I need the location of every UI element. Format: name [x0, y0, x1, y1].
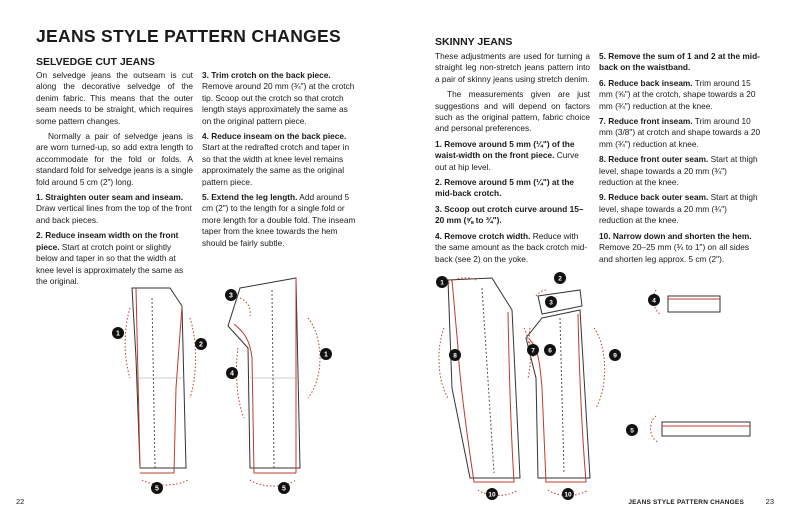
step-7: 7. Reduce front inseam. Trim around 10 mm (3/8") at crotch and shape towards a 20 mm (¾") reduction at knee. — [599, 116, 761, 149]
intro-paragraph: On selvedge jeans the outseam is cut along the decorative selvedge of the denim fabric. This means that the outer seam needs to be straight, which requires some pattern changes. — [36, 70, 193, 126]
svg-text:5: 5 — [155, 485, 159, 493]
svg-text:4: 4 — [230, 370, 234, 378]
marker-7 — [527, 344, 539, 356]
marker-1 — [436, 276, 448, 288]
page-number-left: 22 — [16, 497, 25, 506]
svg-text:1: 1 — [324, 351, 328, 359]
step-1: 1. Remove around 5 mm (¼") of the waist-width on the front piece. Curve out at hip level. — [435, 138, 579, 172]
svg-text:8: 8 — [453, 352, 457, 360]
marker-2 — [195, 338, 207, 350]
svg-text:7: 7 — [531, 347, 535, 355]
front-grainline — [482, 288, 494, 473]
back-yoke-outline — [538, 290, 582, 314]
marker-10b — [562, 488, 574, 500]
svg-text:10: 10 — [564, 491, 572, 499]
selvedge-pattern-diagram — [100, 268, 360, 498]
page-number-right: 23 — [765, 497, 774, 506]
arc-9 — [594, 328, 605, 408]
back-grainline — [272, 290, 274, 468]
svg-text:3: 3 — [549, 299, 553, 307]
intro-paragraph: Normally a pair of selvedge jeans is are worn turned-up, so add extra length to accommodate for the fold or folds. A standard fold for selvedge jeans is a single fold around 5 cm (2") long. — [36, 131, 193, 187]
marker-5 — [626, 424, 638, 436]
marker-2 — [554, 272, 566, 284]
arc-5 — [651, 416, 658, 442]
front-grainline — [152, 298, 155, 468]
arc-1b — [308, 318, 320, 398]
marker-3 — [225, 289, 237, 301]
section-heading-skinny: SKINNY JEANS — [435, 36, 513, 48]
marker-8 — [449, 349, 461, 361]
step-2: 2. Remove around 5 mm (¼") at the mid-back crotch. — [435, 177, 575, 199]
skinny-pattern-diagram — [430, 268, 760, 504]
back-skinny-redraw — [530, 314, 586, 482]
marker-10 — [486, 488, 498, 500]
marker-4 — [226, 367, 238, 379]
cuff-outline — [662, 422, 750, 436]
svg-text:2: 2 — [199, 341, 203, 349]
front-skinny-redraw — [452, 280, 514, 482]
svg-text:4: 4 — [652, 297, 656, 305]
intro-paragraph: These adjustments are used for turning a straight leg non-stretch jeans pattern into a pair of skinny jeans using stretch denim. — [435, 51, 590, 84]
svg-text:10: 10 — [488, 491, 496, 499]
back-crotch-redraw — [234, 324, 296, 473]
step-5: 5. Remove the sum of 1 and 2 at the mid-back on the waistband. — [599, 51, 760, 73]
marker-5 — [151, 482, 163, 494]
arc-10 — [478, 490, 518, 495]
step-1: 1. Straighten outer seam and inseam. Draw vertical lines from the top of the front and back pieces. — [36, 192, 192, 225]
front-inseam-taper — [140, 306, 182, 473]
arc-5 — [142, 480, 188, 485]
marker-6 — [544, 344, 556, 356]
svg-text:1: 1 — [116, 330, 120, 338]
svg-text:3: 3 — [229, 292, 233, 300]
svg-text:5: 5 — [630, 427, 634, 435]
intro-paragraph: The measurements given are just suggestions and will depend on factors such as the original pattern, fabric choice and personal preferences. — [435, 89, 590, 134]
svg-text:6: 6 — [548, 347, 552, 355]
page-title: JEANS STYLE PATTERN CHANGES — [36, 26, 341, 46]
marker-9 — [609, 349, 621, 361]
left-column-2 — [202, 70, 358, 253]
marker-1b — [320, 348, 332, 360]
marker-1 — [112, 327, 124, 339]
right-page — [400, 0, 800, 524]
arc-3 — [240, 298, 250, 316]
arc-8 — [439, 328, 448, 398]
left-column-1 — [36, 70, 193, 291]
step-10: 10. Narrow down and shorten the hem. Remove 20–25 mm (¾ to 1") on all sides and shorten leg approx. 5 cm (2"). — [599, 230, 752, 264]
step-4: 4. Reduce inseam on the back piece. Start at the redrafted crotch and taper in so that the width at knee level remains approximately the same as the original pattern piece. — [202, 131, 350, 187]
arc-1 — [125, 308, 130, 378]
step-6: 6. Reduce back inseam. Trim around 15 mm (⅝") at the crotch, shape towards a 20 mm (¾") reduction at the knee. — [599, 77, 756, 111]
step-9: 9. Reduce back outer seam. Start at thigh level, shape towards a 20 mm (¾") reduction at the knee. — [599, 192, 758, 226]
step-2: 2. Reduce inseam width on the front piece. Start at crotch point or slightly below and taper in so that the width at knee level is approximately the same as the original. — [36, 230, 184, 286]
waistband-outline — [668, 296, 720, 312]
step-3: 3. Trim crotch on the back piece. Remove around 20 mm (¾") at the crotch tip. Scoop out the crotch so that crotch length stays approximately the same as on the original pattern piece. — [202, 70, 355, 126]
step-5: 5. Extend the leg length. Add around 5 cm (2") to the length for a single fold or more length for a double fold. The inseam taper from the knee towards the hem should be fairly subtle. — [202, 192, 356, 248]
back-piece-outline — [228, 278, 300, 468]
section-heading-selvedge: SELVEDGE CUT JEANS — [36, 56, 155, 68]
step-8: 8. Reduce front outer seam. Start at thigh level, shape towards a 20 mm (¾") reduction at the knee. — [599, 154, 758, 188]
running-head: JEANS STYLE PATTERN CHANGES — [628, 499, 744, 506]
step-4: 4. Remove crotch width. Reduce with the same amount as the back crotch mid-back (see 2) on the yoke. — [435, 230, 588, 264]
step-3: 3. Scoop out crotch curve around 15–20 mm (⅝ to ¾"). — [435, 203, 584, 226]
arc-2 — [190, 318, 196, 398]
marker-3 — [545, 296, 557, 308]
right-column-1 — [435, 51, 590, 269]
svg-text:1: 1 — [440, 279, 444, 287]
right-column-2 — [599, 51, 761, 269]
arc-4 — [236, 348, 244, 418]
svg-text:9: 9 — [613, 352, 617, 360]
marker-5b — [278, 482, 290, 494]
svg-text:2: 2 — [558, 275, 562, 283]
marker-4 — [648, 294, 660, 306]
svg-text:5: 5 — [282, 485, 286, 493]
back-grainline — [560, 318, 564, 473]
